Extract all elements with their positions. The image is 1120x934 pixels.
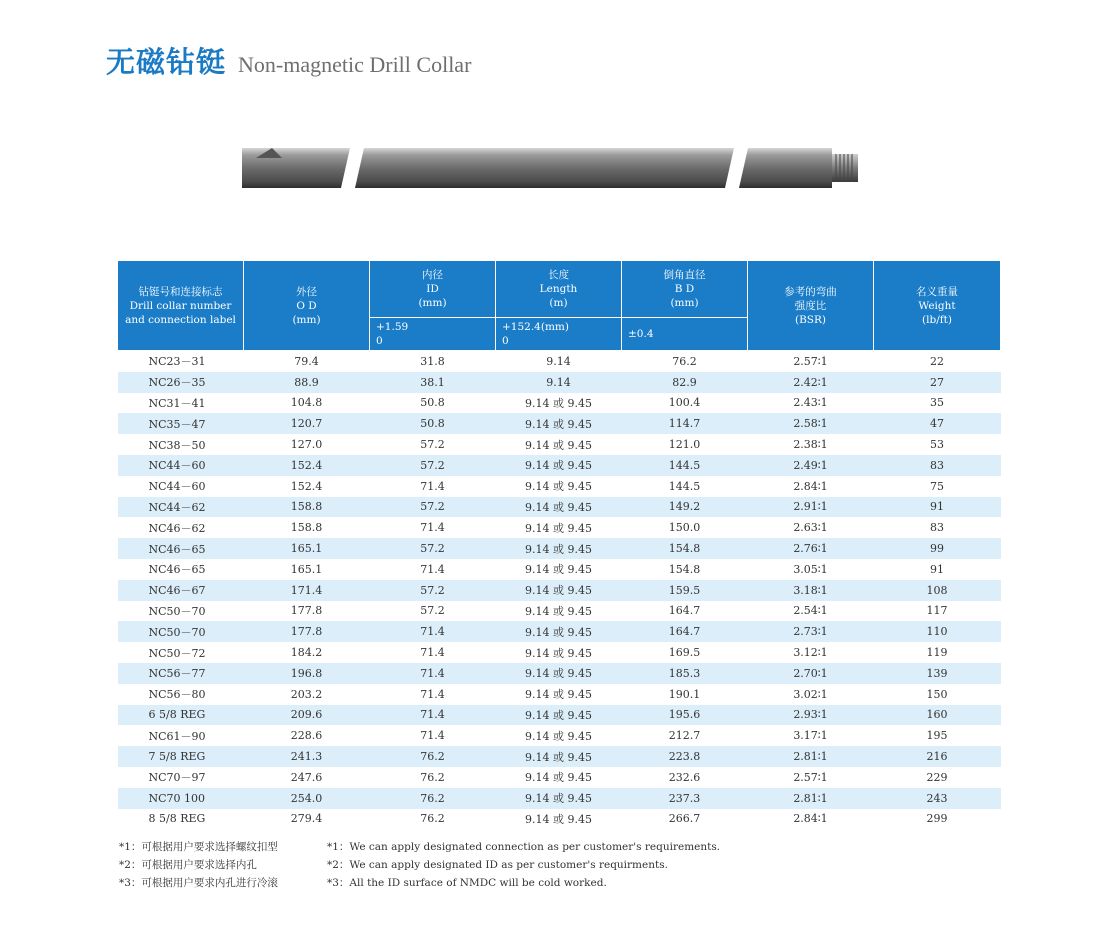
table-cell: NC44－60 bbox=[148, 480, 206, 494]
table-row bbox=[118, 497, 1001, 518]
footnote-1: *1：可根据用户要求选择螺纹扣型 *1：We can apply designated connection as per customer's requirements. bbox=[119, 841, 721, 853]
table-cell: 2.84∶1 bbox=[793, 812, 828, 826]
table-cell: 9.14 或 9.45 bbox=[525, 688, 592, 702]
table-cell: 177.8 bbox=[290, 604, 323, 618]
table-cell: 195.6 bbox=[622, 705, 748, 726]
table-row bbox=[118, 476, 1001, 497]
table-cell: 150 bbox=[926, 687, 948, 701]
table-row bbox=[118, 455, 1001, 476]
table-cell: 9.14 或 9.45 bbox=[525, 480, 592, 494]
table-cell: 9.14 或 9.45 bbox=[525, 729, 592, 743]
table-cell: 31.8 bbox=[420, 354, 445, 368]
table-cell: 9.14 或 9.45 bbox=[496, 538, 622, 559]
table-cell: 2.58∶1 bbox=[748, 413, 874, 434]
table-cell: 57.2 bbox=[370, 580, 496, 601]
table-cell: 47 bbox=[874, 413, 1001, 434]
table-cell: 3.05∶1 bbox=[793, 562, 828, 576]
table-cell: 2.73∶1 bbox=[748, 621, 874, 642]
header-bending-strength-ratio: 参考的弯曲 强度比 (BSR) bbox=[748, 261, 874, 351]
table-cell: 120.7 bbox=[244, 413, 370, 434]
table-row bbox=[118, 642, 1001, 663]
table-cell: 9.14 bbox=[496, 372, 622, 393]
table-cell: NC23－31 bbox=[148, 355, 206, 369]
table-cell: 8 5/8 REG bbox=[148, 812, 206, 826]
table-cell: 27 bbox=[874, 372, 1001, 393]
table-cell: 57.2 bbox=[370, 497, 496, 518]
table-cell: 114.7 bbox=[622, 413, 748, 434]
table-cell: 110 bbox=[874, 621, 1001, 642]
table-row bbox=[118, 538, 1001, 559]
table-cell: 79.4 bbox=[294, 354, 319, 368]
table-cell: 71.4 bbox=[370, 621, 496, 642]
table-row bbox=[118, 580, 1001, 601]
table-cell: 76.2 bbox=[370, 788, 496, 809]
table-cell: 2.54∶1 bbox=[793, 604, 828, 618]
table-cell: 82.9 bbox=[622, 372, 748, 393]
table-cell: NC70－97 bbox=[148, 771, 206, 785]
table-cell: 9.14 或 9.45 bbox=[525, 771, 592, 785]
table-row bbox=[118, 746, 1001, 767]
table-cell: 9.14 或 9.45 bbox=[525, 646, 592, 660]
table-cell: 38.1 bbox=[370, 372, 496, 393]
table-cell: 76.2 bbox=[672, 354, 697, 368]
table-cell: 144.5 bbox=[622, 455, 748, 476]
table-cell: 100.4 bbox=[668, 396, 701, 410]
table-cell: 35 bbox=[930, 396, 944, 410]
table-cell: NC50－72 bbox=[148, 646, 206, 660]
table-cell: 9.14 或 9.45 bbox=[496, 705, 622, 726]
table-cell: 185.3 bbox=[622, 663, 748, 684]
table-cell: 165.1 bbox=[290, 562, 323, 576]
table-row bbox=[118, 393, 1001, 414]
table-cell: 108 bbox=[874, 580, 1001, 601]
table-cell: 154.8 bbox=[622, 538, 748, 559]
table-row bbox=[118, 413, 1001, 434]
table-cell: 2.81∶1 bbox=[748, 788, 874, 809]
table-cell: 2.38∶1 bbox=[793, 438, 828, 452]
table-cell: 2.43∶1 bbox=[793, 396, 828, 410]
table-cell: 150.0 bbox=[668, 521, 701, 535]
table-row bbox=[118, 684, 1001, 705]
table-cell: NC56－77 bbox=[118, 663, 244, 684]
table-cell: 121.0 bbox=[668, 438, 701, 452]
table-cell: 2.91∶1 bbox=[748, 497, 874, 518]
table-cell: 2.93∶1 bbox=[748, 705, 874, 726]
table-row bbox=[118, 705, 1001, 726]
drill-collar-image bbox=[242, 146, 862, 190]
table-cell: 237.3 bbox=[622, 788, 748, 809]
table-cell: 184.2 bbox=[290, 646, 323, 660]
table-cell: 57.2 bbox=[420, 438, 445, 452]
header-drill-collar-number: 钻铤号和连接标志 Drill collar number and connection label bbox=[118, 261, 244, 351]
table-cell: 75 bbox=[930, 479, 944, 493]
table-cell: 223.8 bbox=[622, 746, 748, 767]
table-cell: 279.4 bbox=[290, 812, 323, 826]
table-cell: 9.14 或 9.45 bbox=[525, 521, 592, 535]
page-title bbox=[106, 40, 471, 81]
table-cell: 2.70∶1 bbox=[748, 663, 874, 684]
table-cell: 50.8 bbox=[420, 396, 445, 410]
table-cell: 2.76∶1 bbox=[748, 538, 874, 559]
table-cell: 164.7 bbox=[622, 621, 748, 642]
table-cell: 104.8 bbox=[290, 396, 323, 410]
table-cell: 9.14 或 9.45 bbox=[496, 413, 622, 434]
header-bevel-diameter: 倒角直径 B D (mm) bbox=[622, 261, 748, 318]
table-row bbox=[118, 788, 1001, 809]
table-cell: 3.17∶1 bbox=[793, 729, 828, 743]
table-cell: 9.14 或 9.45 bbox=[496, 663, 622, 684]
table-cell: 169.5 bbox=[668, 646, 701, 660]
table-body bbox=[118, 351, 1001, 830]
table-cell: 117 bbox=[926, 604, 948, 618]
table-cell: 247.6 bbox=[290, 770, 323, 784]
table-cell: 9.14 或 9.45 bbox=[525, 812, 592, 826]
table-cell: 158.8 bbox=[244, 497, 370, 518]
table-cell: 212.7 bbox=[668, 729, 701, 743]
table-cell: 241.3 bbox=[244, 746, 370, 767]
table-row bbox=[118, 621, 1001, 642]
table-row bbox=[118, 767, 1001, 788]
table-cell: 266.7 bbox=[668, 812, 701, 826]
table-cell: 91 bbox=[930, 562, 944, 576]
table-cell: 228.6 bbox=[290, 729, 323, 743]
table-cell: 9.14 或 9.45 bbox=[496, 746, 622, 767]
table-cell: 2.81∶1 bbox=[748, 746, 874, 767]
table-cell: 50.8 bbox=[370, 413, 496, 434]
table-cell: 99 bbox=[874, 538, 1001, 559]
table-cell: 139 bbox=[874, 663, 1001, 684]
table-row bbox=[118, 434, 1001, 455]
table-row bbox=[118, 725, 1001, 746]
table-cell: NC46－65 bbox=[118, 538, 244, 559]
table-cell: 9.14 bbox=[546, 354, 571, 368]
table-cell: 158.8 bbox=[290, 521, 323, 535]
table-cell: 177.8 bbox=[244, 621, 370, 642]
table-cell: 2.63∶1 bbox=[793, 521, 828, 535]
table-cell: 71.4 bbox=[370, 705, 496, 726]
table-cell: 196.8 bbox=[244, 663, 370, 684]
table-cell: 152.4 bbox=[290, 479, 323, 493]
header-id-tolerance: +1.59 0 bbox=[370, 318, 496, 351]
table-cell: NC44－60 bbox=[118, 455, 244, 476]
table-cell: NC61－90 bbox=[148, 729, 206, 743]
header-weight: 名义重量 Weight (lb/ft) bbox=[874, 261, 1001, 351]
table-cell: 6 5/8 REG bbox=[118, 705, 244, 726]
table-cell: 2.84∶1 bbox=[793, 479, 828, 493]
table-cell: 243 bbox=[874, 788, 1001, 809]
table-cell: 2.42∶1 bbox=[748, 372, 874, 393]
table-cell: NC26－35 bbox=[118, 372, 244, 393]
table-cell: 2.57∶1 bbox=[793, 354, 828, 368]
table-cell: 83 bbox=[930, 521, 944, 535]
table-row bbox=[118, 809, 1001, 830]
table-cell: 71.4 bbox=[420, 562, 445, 576]
table-cell: 203.2 bbox=[290, 687, 323, 701]
table-cell: NC44－62 bbox=[118, 497, 244, 518]
table-cell: 9.14 或 9.45 bbox=[525, 604, 592, 618]
table-cell: 22 bbox=[930, 354, 944, 368]
table-cell: 57.2 bbox=[420, 604, 445, 618]
table-cell: NC70 100 bbox=[118, 788, 244, 809]
table-cell: 165.1 bbox=[244, 538, 370, 559]
table-cell: 164.7 bbox=[668, 604, 701, 618]
table-row bbox=[118, 372, 1001, 393]
table-row bbox=[118, 517, 1001, 538]
footnote-2: *2：可根据用户要求选择内孔 *2：We can apply designated ID as per customer's requirments. bbox=[119, 859, 668, 871]
table-cell: 9.14 或 9.45 bbox=[496, 788, 622, 809]
table-cell: 159.5 bbox=[622, 580, 748, 601]
footnotes bbox=[119, 838, 720, 892]
table-cell: 299 bbox=[926, 812, 948, 826]
table-cell: 232.6 bbox=[668, 770, 701, 784]
header-length-tolerance: +152.4(mm) 0 bbox=[496, 318, 622, 351]
table-cell: NC50－70 bbox=[118, 621, 244, 642]
table-cell: 209.6 bbox=[244, 705, 370, 726]
title-english: Non-magnetic Drill Collar bbox=[238, 52, 472, 77]
table-cell: 119 bbox=[926, 646, 948, 660]
table-cell: 9.14 或 9.45 bbox=[496, 621, 622, 642]
table-cell: 195 bbox=[926, 729, 948, 743]
table-cell: 229 bbox=[926, 770, 948, 784]
table-cell: 7 5/8 REG bbox=[118, 746, 244, 767]
table-row bbox=[118, 559, 1001, 580]
header-outer-diameter: 外径 O D (mm) bbox=[244, 261, 370, 351]
table-cell: 171.4 bbox=[244, 580, 370, 601]
table-cell: 216 bbox=[874, 746, 1001, 767]
table-cell: NC31－41 bbox=[148, 396, 206, 410]
table-cell: 9.14 或 9.45 bbox=[525, 438, 592, 452]
table-cell: 152.4 bbox=[244, 455, 370, 476]
table-cell: 57.2 bbox=[370, 455, 496, 476]
table-cell: 71.4 bbox=[420, 479, 445, 493]
table-cell: 71.4 bbox=[420, 687, 445, 701]
table-cell: 9.14 或 9.45 bbox=[496, 497, 622, 518]
header-inner-diameter: 内径 ID (mm) bbox=[370, 261, 496, 318]
table-cell: 71.4 bbox=[370, 663, 496, 684]
table-row bbox=[118, 663, 1001, 684]
table-cell: 53 bbox=[930, 438, 944, 452]
table-cell: 71.4 bbox=[420, 521, 445, 535]
table-cell: 91 bbox=[874, 497, 1001, 518]
table-cell: 190.1 bbox=[668, 687, 701, 701]
table-cell: 76.2 bbox=[370, 746, 496, 767]
table-cell: 2.49∶1 bbox=[748, 455, 874, 476]
table-cell: NC38－50 bbox=[148, 438, 206, 452]
table-cell: NC56－80 bbox=[148, 688, 206, 702]
table-cell: 3.12∶1 bbox=[793, 646, 828, 660]
table-cell: 9.14 或 9.45 bbox=[525, 396, 592, 410]
table-cell: 127.0 bbox=[290, 438, 323, 452]
header-bd-tolerance: ±0.4 bbox=[622, 318, 748, 351]
table-cell: 3.18∶1 bbox=[748, 580, 874, 601]
table-cell: 149.2 bbox=[622, 497, 748, 518]
table-cell: 88.9 bbox=[244, 372, 370, 393]
footnote-3: *3：可根据用户要求内孔进行冷滚 *3：All the ID surface of NMDC will be cold worked. bbox=[119, 877, 607, 889]
table-cell: 9.14 或 9.45 bbox=[496, 455, 622, 476]
table-cell: 160 bbox=[874, 705, 1001, 726]
table-cell: 144.5 bbox=[668, 479, 701, 493]
table-cell: 76.2 bbox=[420, 812, 445, 826]
table-cell: NC46－65 bbox=[148, 563, 206, 577]
table-cell: 9.14 或 9.45 bbox=[496, 580, 622, 601]
table-row bbox=[118, 351, 1001, 372]
header-length: 长度 Length (m) bbox=[496, 261, 622, 318]
table-cell: NC46－67 bbox=[118, 580, 244, 601]
table-cell: 71.4 bbox=[420, 646, 445, 660]
table-cell: 57.2 bbox=[370, 538, 496, 559]
table-cell: 3.02∶1 bbox=[793, 687, 828, 701]
table-cell: NC46－62 bbox=[148, 521, 206, 535]
table-cell: 71.4 bbox=[420, 729, 445, 743]
table-cell: 9.14 或 9.45 bbox=[525, 563, 592, 577]
table-cell: NC50－70 bbox=[148, 604, 206, 618]
table-cell: 76.2 bbox=[420, 770, 445, 784]
table-cell: 254.0 bbox=[244, 788, 370, 809]
table-cell: NC35－47 bbox=[118, 413, 244, 434]
table-row bbox=[118, 601, 1001, 622]
title-chinese: 无磁钻铤 bbox=[106, 45, 227, 79]
table-cell: 2.57∶1 bbox=[793, 770, 828, 784]
table-cell: 83 bbox=[874, 455, 1001, 476]
specification-table bbox=[117, 260, 1001, 829]
table-cell: 154.8 bbox=[668, 562, 701, 576]
